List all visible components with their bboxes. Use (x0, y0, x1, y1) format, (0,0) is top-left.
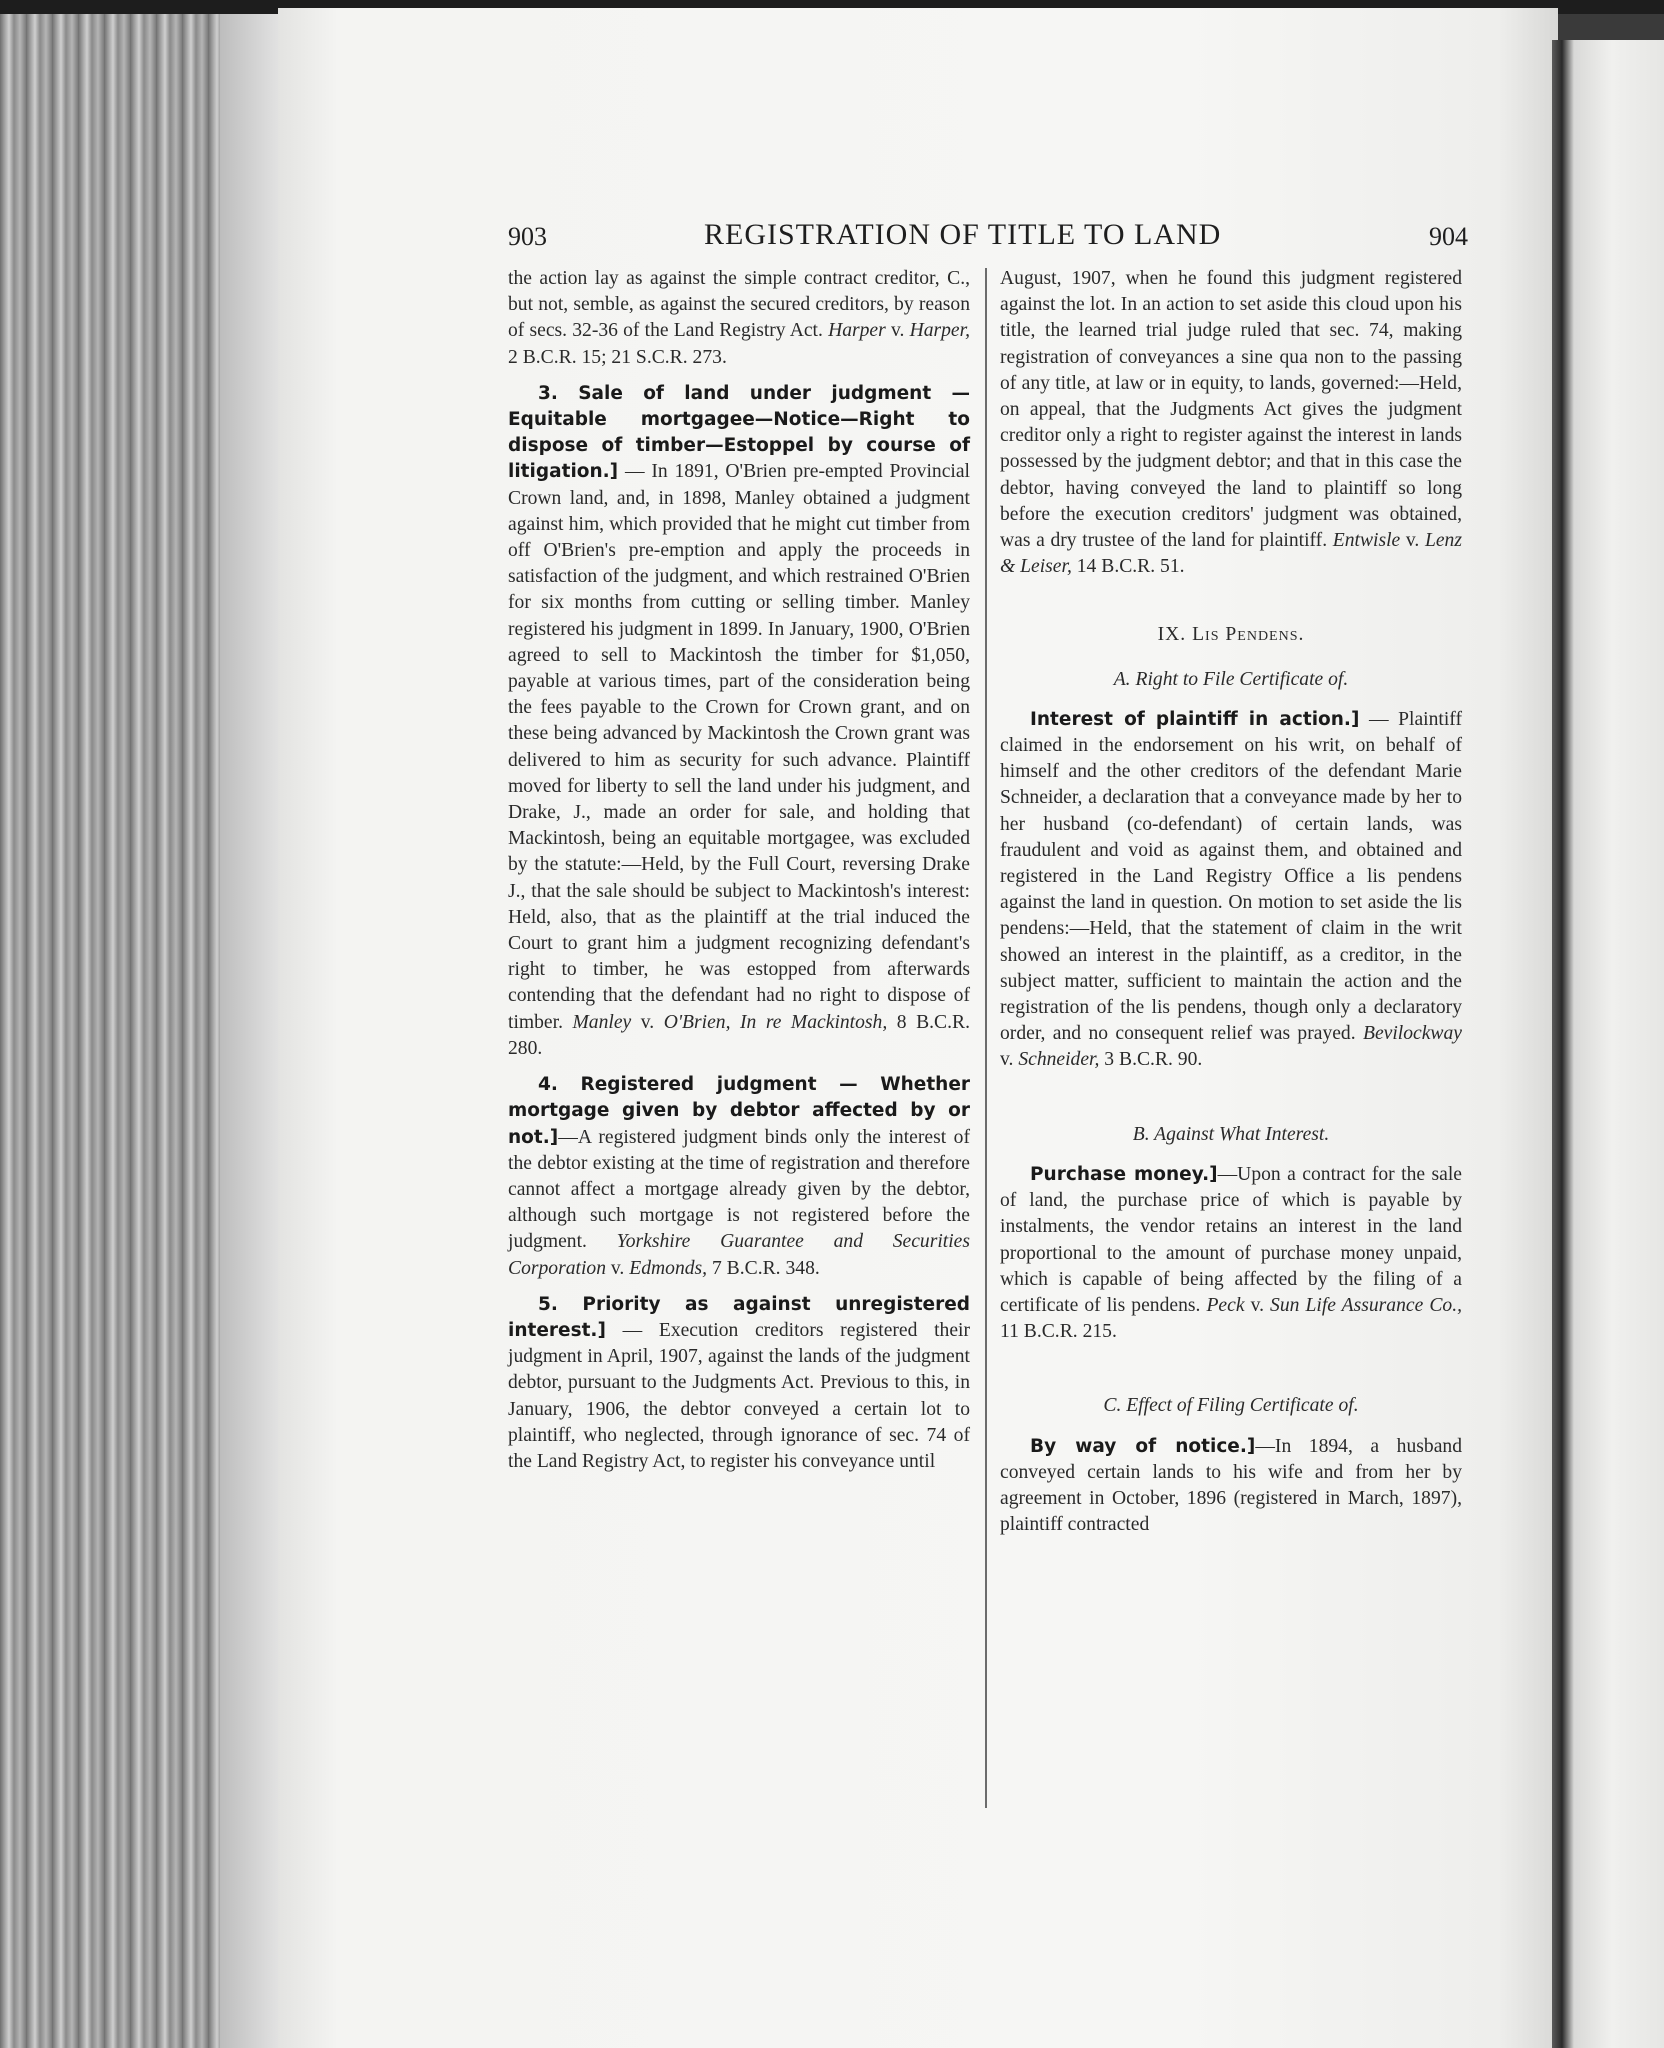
case-citation: Schneider, (1018, 1049, 1100, 1071)
body-text: —Upon a contract for the sale of land, the purchase price of which is payable by instalments, the vendor retains an interest in the land proportional to the amount of purchase money unpaid, which is capable of being affected by the filing of a certificate of lis pendens. (1000, 1163, 1462, 1316)
section-4 (508, 1072, 970, 1282)
column-divider (985, 268, 987, 1808)
report-reference: 14 B.C.R. 51. (1071, 556, 1185, 578)
paragraph-continued (508, 266, 970, 371)
entry-heading: Purchase money.] (1030, 1163, 1218, 1185)
report-reference: 11 B.C.R. 215. (1000, 1321, 1117, 1343)
subsection-b-entry (1000, 1162, 1462, 1345)
case-citation: Harper (828, 320, 886, 342)
section-3 (508, 381, 970, 1062)
paragraph-continued (1000, 266, 1462, 580)
subsection-title-c: C. Effect of Filing Certificate of. (1103, 1395, 1359, 1417)
entry-heading: By way of notice.] (1030, 1435, 1256, 1457)
case-citation: Entwisle (1332, 530, 1401, 552)
body-text: —In 1894, a husband conveyed certain lands to his wife and from her by agreement in October, 1896 (registered in March, 1897), plaintiff contracted (1000, 1435, 1462, 1536)
page-number-right: 904 (1429, 222, 1468, 251)
case-citation: Bevilockway (1362, 1023, 1462, 1045)
subsection-title-b: B. Against What Interest. (1132, 1123, 1330, 1145)
section-heading: 3. Sale of land under judgment — Equitable mortgagee—Notice—Right to dispose of timber—Estoppel by course of litigation.] (508, 382, 970, 483)
entry-heading: Interest of plaintiff in action.] (1030, 708, 1360, 730)
section-title-lis-pendens: IX. Lis Pendens. (1157, 624, 1305, 646)
body-text: — Execution creditors registered their judgment in April, 1907, against the lands of the judgment debtor, pursuant to the Judgments Act. Previous to this, in January, 1906, the debtor conveyed a certain lot to plaintiff, who neglected, through ignorance of sec. 74 of the Land Registry Act, to register his conveyance until (508, 1319, 970, 1472)
versus: v. (631, 1011, 664, 1033)
case-citation: Yorkshire Guarantee and Securities Corporation (508, 1231, 971, 1279)
right-column (1000, 266, 1462, 1548)
body-text: — Plaintiff claimed in the endorsement on his writ, on behalf of himself and the other creditors of the defendant Marie Schneider, a declaration that a conveyance made by her to her husband (co-defendant) of certain lands, was fraudulent and void as against them, and obtained and registered in the Land Registry Office a lis pendens against the land in question. On motion to set aside the lis pendens:—Held, that the statement of claim in the writ showed an interest in the plaintiff, as a creditor, in the subject matter, sufficient to maintain the action and the registration of the lis pendens, though only a declaratory order, and no consequent relief was prayed. (1000, 708, 1462, 1045)
case-citation: Lenz & Leiser, (1000, 530, 1462, 578)
page-number-left: 903 (508, 222, 547, 251)
body-text: —A registered judgment binds only the interest of the debtor existing at the time of registration and therefore cannot affect a mortgage already given by the debtor, although such mortgage is not registered before the judgment. (508, 1126, 970, 1253)
case-citation: Manley (572, 1011, 632, 1033)
report-reference: 3 B.C.R. 90. (1099, 1049, 1203, 1071)
subsection-c-entry (1000, 1434, 1462, 1539)
body-text: August, 1907, when he found this judgment registered against the lot. In an action to set aside this cloud upon his title, the learned trial judge ruled that sec. 74, making registration of conveyances a sine qua non to the passing of any title, at law or in equity, to lands, governed:—Held, on appeal, that the Judgments Act gives the judgment creditor only a right to register against the interest in lands possessed by the judgment debtor; and that in this case the debtor, having conveyed the land to plaintiff so long before the execution creditors' judgment was obtained, was a dry trustee of the land for plaintiff. (1000, 268, 1462, 552)
versus: v. (885, 320, 910, 342)
versus: v. (1400, 530, 1425, 552)
case-citation: Harper, (909, 320, 970, 342)
body-text: — In 1891, O'Brien pre-empted Provincial Crown land, and, in 1898, Manley obtained a judgment against him, which provided that he might cut timber from off O'Brien's pre-emption and apply the proceeds in satisfaction of the judgment, and which restrained O'Brien for six months from cutting or selling timber. Manley registered his judgment in 1899. In January, 1900, O'Brien agreed to sell to Mackintosh the timber for $1,050, payable at various times, part of the consideration being the fees payable to the Crown for Crown grant, and on these being advanced by Mackintosh the Crown grant was delivered to him as security for such advance. Plaintiff moved for liberty to sell the land under his judgment, and Drake, J., made an order for sale, and holding that Mackintosh, being an equitable mortgagee, was excluded by the statute:—Held, by the Full Court, reversing Drake J., that the sale should be subject to Mackintosh's interest: Held, also, that as the plaintiff at the trial induced the Court to grant him a judgment recognizing defendant's right to timber, he was estopped from afterwards contending that the defendant had no right to dispose of timber. (508, 461, 970, 1033)
versus: v. (606, 1257, 630, 1279)
report-reference: 2 B.C.R. 15; 21 S.C.R. 273. (508, 346, 727, 368)
running-title: REGISTRATION OF TITLE TO LAND (704, 218, 1222, 251)
versus: v. (1000, 1049, 1019, 1071)
report-reference: 8 B.C.R. 280. (508, 1011, 970, 1059)
section-5 (508, 1292, 970, 1475)
book-page-edges (0, 0, 290, 2048)
section-heading: 5. Priority as against unregistered interest.] (508, 1293, 970, 1341)
report-reference: 7 B.C.R. 348. (707, 1257, 820, 1279)
body-text: the action lay as against the simple contract creditor, C., but not, semble, as against the secured creditors, by reason of secs. 32-36 of the Land Registry Act. (508, 268, 970, 342)
versus: v. (1244, 1294, 1271, 1316)
subsection-title-a: A. Right to File Certificate of. (1113, 668, 1349, 690)
left-column (508, 266, 970, 1485)
section-heading: 4. Registered judgment — Whether mortgage given by debtor affected by or not.] (508, 1074, 970, 1148)
case-citation: Edmonds, (629, 1257, 708, 1279)
subsection-a-entry (1000, 707, 1462, 1074)
case-citation: Peck (1206, 1294, 1245, 1316)
book-right-edge (1552, 40, 1664, 2048)
case-citation: O'Brien, In re Mackintosh, (663, 1011, 888, 1033)
running-header (508, 218, 1468, 258)
case-citation: Sun Life Assurance Co., (1270, 1294, 1462, 1316)
